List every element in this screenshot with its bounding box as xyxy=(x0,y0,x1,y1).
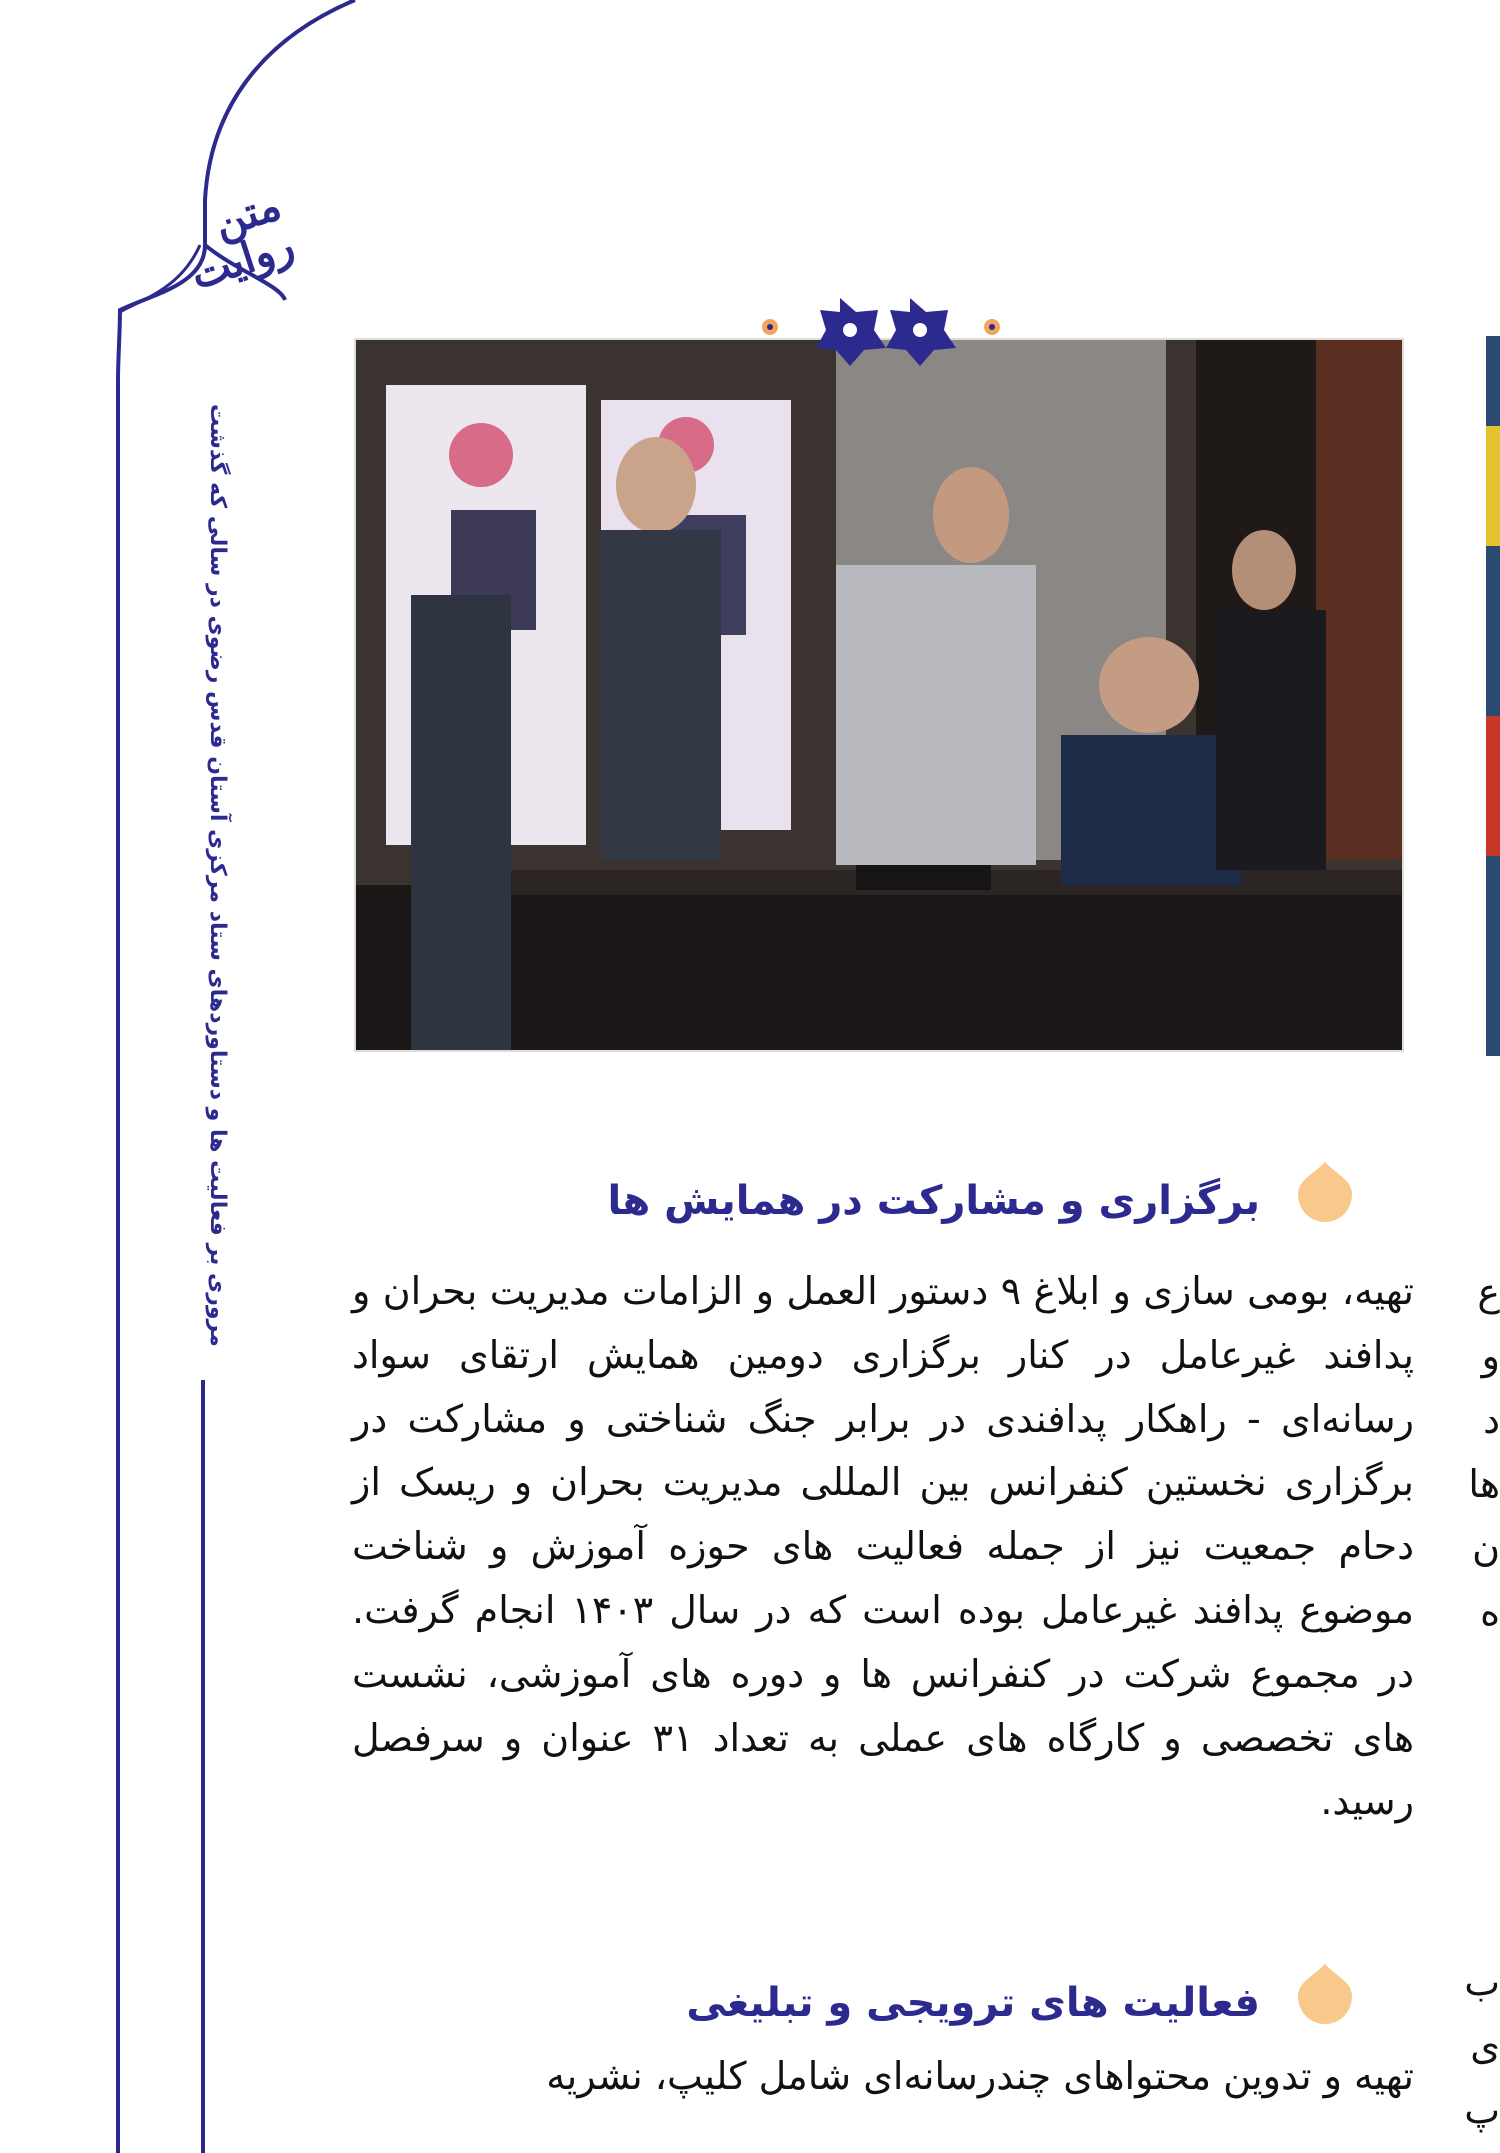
section2-body: تهیه و تدوین محتواهای چندرسانه‌ای شامل کلیپ، نشریه xyxy=(546,2054,1414,2098)
right-line: د xyxy=(1483,1398,1500,1442)
right-line: ع xyxy=(1477,1270,1500,1314)
section1-heading: برگزاری و مشارکت در همایش ها xyxy=(607,1178,1260,1224)
sidebar-title: مروری بر فعالیت ها و دستاوردهای ستاد مرکزی آستان قدس رضوی در سالی که گذشت xyxy=(205,403,230,1347)
right-line: ن xyxy=(1472,1526,1500,1570)
section1-body: تهیه، بومی سازی و ابلاغ ۹ دستور العمل و الزامات مدیریت بحران و پدافند غیرعامل در کنار برگزاری دومین همایش ارتقای سواد رسانه‌ای - راهکار پدافندی در برابر جنگ شناختی و مشارکت در برگزاری نخستین کنفرانس بین المللی مدیریت بحران و ریسک از دحام جمعیت نیز از جمله فعالیت های حوزه آموزش و شناخت موضوع پدافند غیرعامل بوده است که در سال ۱۴۰۳ انجام گرفت. در مجموع شرکت در کنفرانس ها و دوره های آموزشی، نشست های تخصصی و کارگاه های عملی به تعداد ۳۱ عنوان و سرفصل رسید. xyxy=(352,1269,1414,1824)
logo-text: متن روایت xyxy=(184,179,300,300)
right-column-text xyxy=(1428,1260,1500,1644)
right-line: و xyxy=(1481,1334,1500,1378)
right-column-text-bottom xyxy=(1428,1950,1500,2142)
photo-signing-ceremony-icon xyxy=(356,340,1402,1050)
decorative-ornament xyxy=(730,290,1030,370)
photo xyxy=(356,340,1402,1050)
bullet-icon xyxy=(1296,1962,1354,2026)
photo-right-edge xyxy=(1486,336,1500,1056)
right-line: ها xyxy=(1468,1462,1500,1506)
section2-heading: فعالیت های ترویجی و تبلیغی xyxy=(686,1980,1260,2026)
bullet-icon xyxy=(1296,1160,1354,1224)
right-line: ب xyxy=(1464,1960,1500,2004)
right-line: ی xyxy=(1470,2024,1500,2068)
right-line: ه xyxy=(1480,1590,1500,1634)
right-line: پ xyxy=(1464,2088,1500,2132)
